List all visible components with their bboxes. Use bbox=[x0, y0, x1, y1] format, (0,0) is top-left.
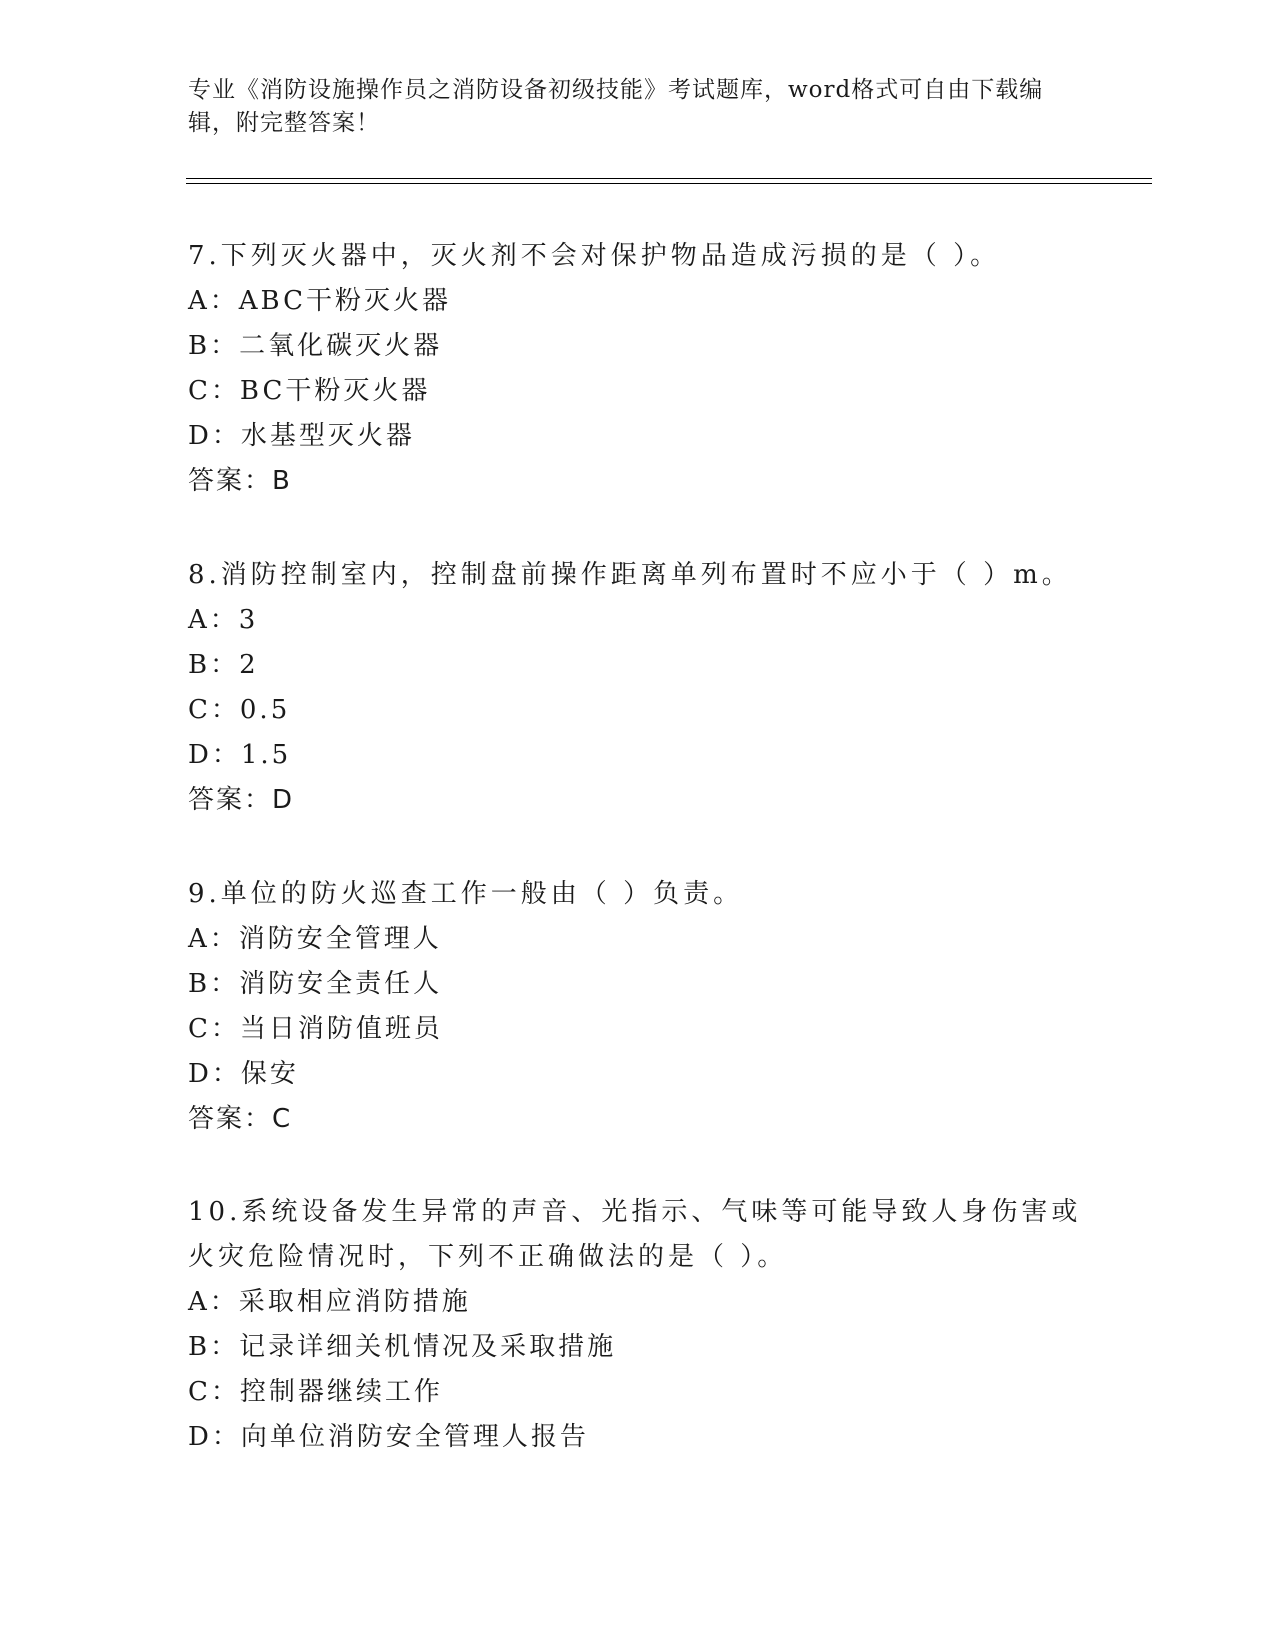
answer: 答案：D bbox=[188, 785, 295, 815]
option-b: B：消防安全责任人 bbox=[188, 969, 443, 999]
document-header bbox=[188, 74, 1088, 140]
question-stem: 8.消防控制室内，控制盘前操作距离单列布置时不应小于（ ）m。 bbox=[188, 560, 1072, 590]
option-c: C：BC干粉灭火器 bbox=[188, 376, 431, 406]
option-a: A：采取相应消防措施 bbox=[188, 1287, 471, 1317]
option-a: A：3 bbox=[188, 605, 259, 635]
option-c: C：0.5 bbox=[188, 695, 291, 725]
option-a: A：ABC干粉灭火器 bbox=[188, 286, 452, 316]
question-stem: 10.系统设备发生异常的声音、光指示、气味等可能导致人身伤害或火灾危险情况时，下列不正确做法的是（ ）。 bbox=[188, 1197, 1082, 1272]
option-d: D：1.5 bbox=[188, 740, 292, 770]
question-stem: 7.下列灭火器中，灭火剂不会对保护物品造成污损的是（ ）。 bbox=[188, 241, 1001, 271]
question-9 bbox=[188, 872, 1088, 1142]
question-10 bbox=[188, 1190, 1088, 1460]
answer: 答案：B bbox=[188, 466, 292, 496]
option-b: B：记录详细关机情况及采取措施 bbox=[188, 1332, 617, 1362]
option-d: D：保安 bbox=[188, 1059, 299, 1089]
answer: 答案：C bbox=[188, 1104, 293, 1134]
option-b: B：2 bbox=[188, 650, 259, 680]
header-divider-bottom bbox=[186, 183, 1152, 184]
header-divider-top bbox=[186, 178, 1152, 179]
option-b: B：二氧化碳灭火器 bbox=[188, 331, 443, 361]
option-c: C：控制器继续工作 bbox=[188, 1377, 443, 1407]
question-7 bbox=[188, 234, 1088, 504]
option-a: A：消防安全管理人 bbox=[188, 924, 442, 954]
question-stem: 9.单位的防火巡查工作一般由（ ）负责。 bbox=[188, 879, 744, 909]
option-c: C：当日消防值班员 bbox=[188, 1014, 443, 1044]
option-d: D：向单位消防安全管理人报告 bbox=[188, 1422, 589, 1452]
question-8 bbox=[188, 553, 1088, 823]
header-text: 专业《消防设施操作员之消防设备初级技能》考试题库，word格式可自由下载编辑，附完整答案！ bbox=[188, 77, 1044, 136]
option-d: D：水基型灭火器 bbox=[188, 421, 415, 451]
